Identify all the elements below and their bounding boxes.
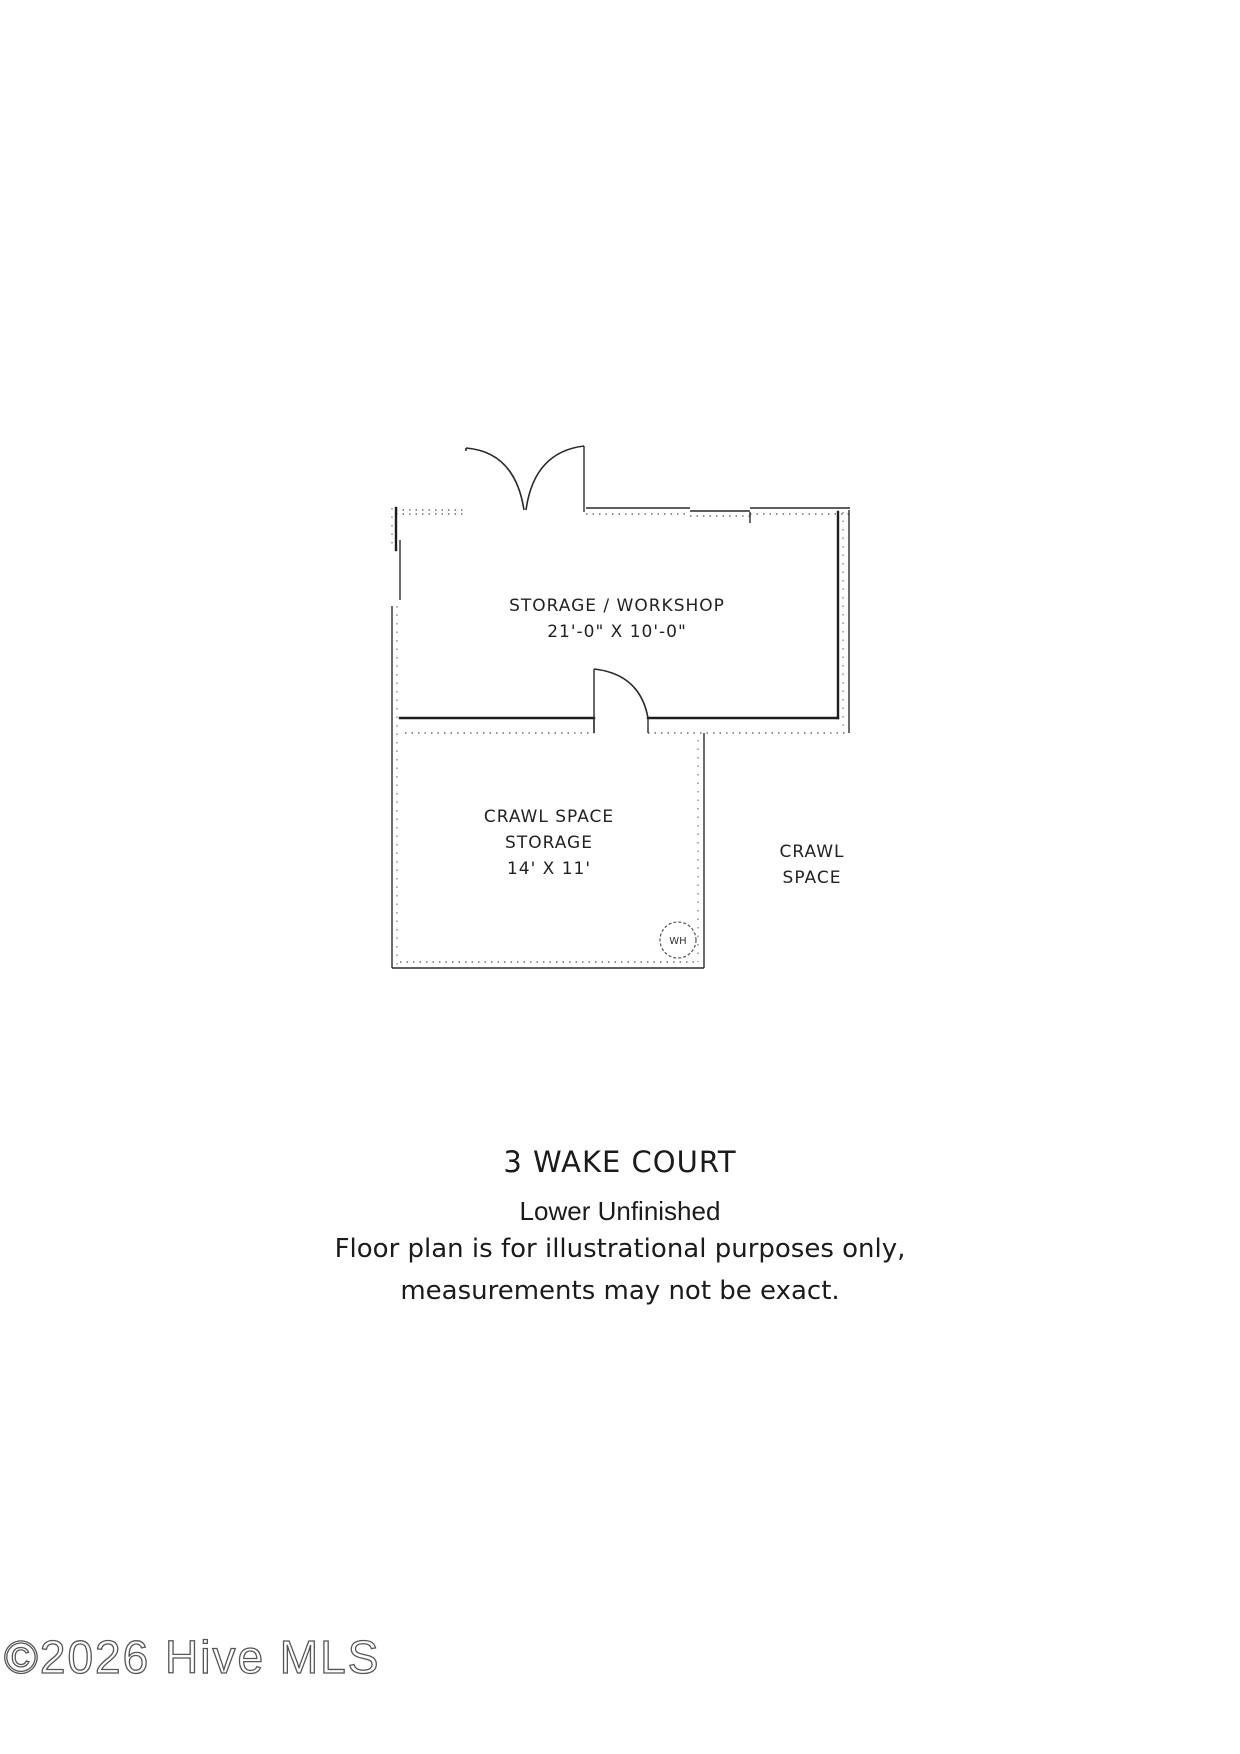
disclaimer-line-1: Floor plan is for illustrational purposes only, bbox=[334, 1234, 906, 1264]
workshop-walls bbox=[392, 508, 850, 733]
copyright-watermark: ©2026 Hive MLS bbox=[4, 1631, 381, 1683]
crawl-space-label-line2: SPACE bbox=[782, 868, 842, 888]
crawl-storage-name-line2: STORAGE bbox=[505, 833, 593, 853]
crawl-storage-dimensions: 14' X 11' bbox=[506, 859, 592, 879]
crawl-space-label-line1: CRAWL bbox=[779, 842, 845, 862]
workshop-dimensions: 21'-0" X 10'-0" bbox=[547, 622, 687, 642]
interior-door bbox=[594, 669, 648, 733]
crawl-storage-name-line1: CRAWL SPACE bbox=[483, 807, 615, 827]
crawl-storage-walls bbox=[392, 606, 704, 968]
water-heater-symbol bbox=[660, 922, 696, 958]
water-heater-label: WH bbox=[669, 936, 687, 947]
address-title: 3 WAKE COURT bbox=[503, 1145, 737, 1179]
workshop-name: STORAGE / WORKSHOP bbox=[509, 596, 725, 616]
disclaimer-line-2: measurements may not be exact. bbox=[400, 1276, 840, 1306]
floor-level-label: Lower Unfinished bbox=[519, 1196, 721, 1226]
french-doors bbox=[466, 446, 584, 512]
